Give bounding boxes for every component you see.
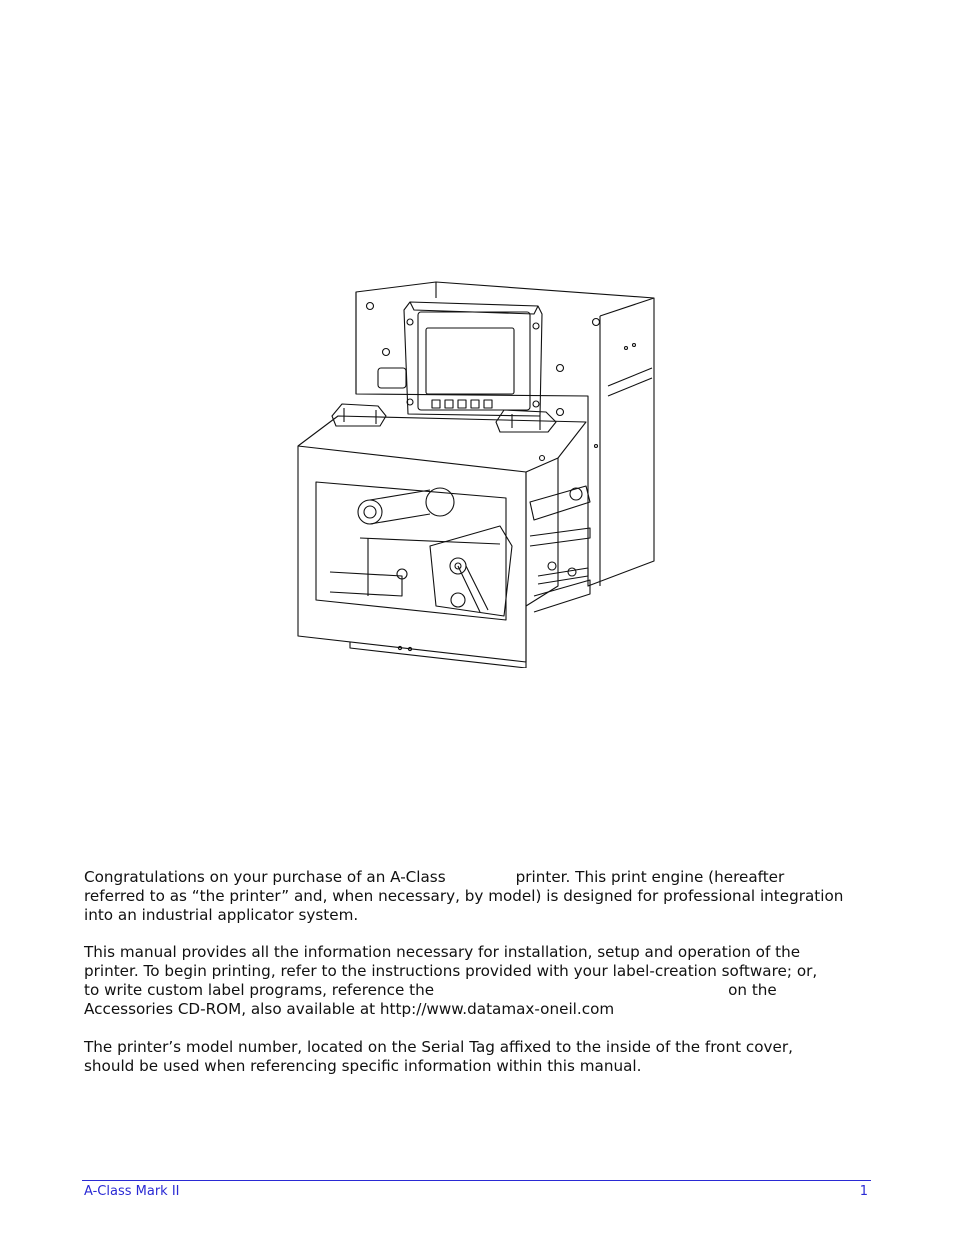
intro-p1-line1b: printer. This print engine (hereafter <box>515 868 785 886</box>
intro-p3-line1: The printer’s model number, located on the Serial Tag affixed to the inside of the front cover, <box>84 1038 793 1056</box>
intro-p1-line1a: Congratulations on your purchase of an A-Class <box>84 868 446 886</box>
intro-p1-line2: referred to as “the printer” and, when necessary, by model) is designed for professional integration <box>84 887 844 905</box>
footer-title: A-Class Mark II <box>84 1184 180 1199</box>
page-number: 1 <box>859 1184 868 1199</box>
intro-p3-line2: should be used when referencing specific information within this manual. <box>84 1057 642 1075</box>
intro-p2-line3a: to write custom label programs, reference the <box>84 981 435 999</box>
intro-paragraph-2 <box>84 943 874 1019</box>
intro-p2-line2: printer. To begin printing, refer to the instructions provided with your label-creation software; or, <box>84 962 818 980</box>
intro-paragraph-3 <box>84 1038 874 1076</box>
footer-divider <box>82 1180 871 1181</box>
intro-p2-line1: This manual provides all the information necessary for installation, setup and operation of the <box>84 943 801 961</box>
printer-illustration <box>290 276 670 668</box>
intro-paragraph-1 <box>84 868 874 925</box>
intro-p2-line3b: on the <box>728 981 777 999</box>
intro-p1-line3: into an industrial applicator system. <box>84 906 359 924</box>
intro-p2-line4: Accessories CD-ROM, also available at http://www.datamax-oneil.com <box>84 1000 615 1018</box>
